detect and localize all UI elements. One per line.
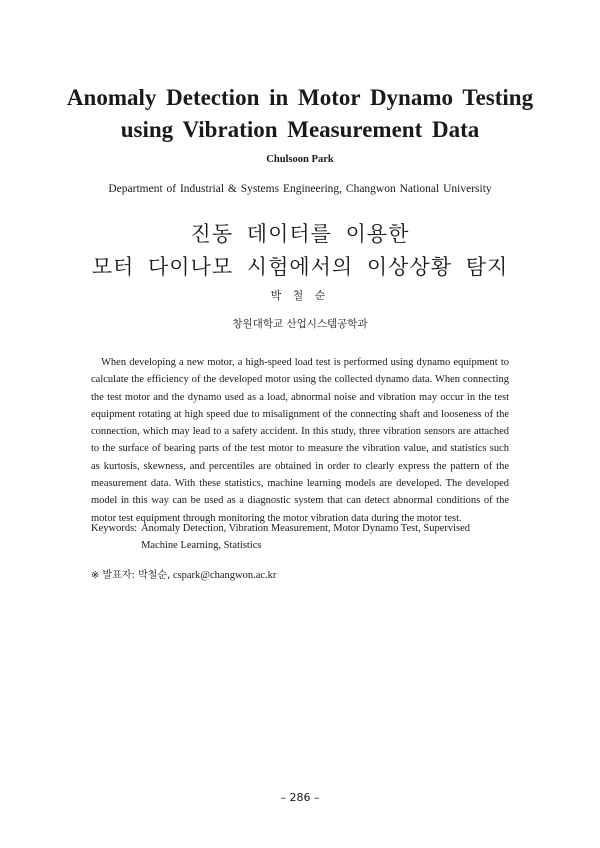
presenter-note: [91, 568, 276, 583]
korean-author: 박 철 순: [270, 289, 330, 302]
english-author: Chulsoon Park: [266, 154, 334, 165]
keywords: [91, 520, 509, 554]
korean-affiliation: 창원대학교 산업시스템공학과: [232, 318, 368, 330]
korean-title: [40, 218, 560, 284]
page-number: – 286 –: [280, 791, 320, 804]
presenter-label: ※ 발표자: 박철순,: [91, 570, 171, 581]
presenter-email: cspark@changwon.ac.kr: [172, 570, 277, 581]
keywords-text: Anomaly Detection, Vibration Measurement, Motor Dynamo Test, Supervised Machine Learning, Statistics: [141, 523, 471, 551]
korean-title-line-1: 진동 데이터를 이용한: [190, 222, 410, 246]
abstract: When developing a new motor, a high-speed load test is performed using dynamo equipment to calculate the efficiency of the developed motor using the collected dynamo data. When connecting the test motor and the dynamo used as a load, abnormal noise and vibration may occur in the test equipment rotating at high speed due to misalignment of the connecting shaft and looseness of the connection, which may lead to a safety accident. In this study, three vibration sensors are attached to the surface of bearing parts of the test motor to measure the vibration value, and statistics such as kurtosis, skewness, and percentiles are obtained in order to clearly express the pattern of the measurement data. With these statistics, machine learning models are developed. The developed model in this way can be used as a diagnostic system that can detect abnormal conditions of the motor test equipment through monitoring the motor vibration data during the motor test.: [91, 357, 509, 524]
korean-title-line-2: 모터 다이나모 시험에서의 이상상황 탐지: [91, 255, 509, 279]
english-title: Anomaly Detection in Motor Dynamo Testing using Vibration Measurement Data: [66, 85, 534, 142]
keywords-label: Keywords:: [91, 523, 138, 534]
english-affiliation: Department of Industrial & Systems Engineering, Changwon National University: [108, 183, 492, 195]
